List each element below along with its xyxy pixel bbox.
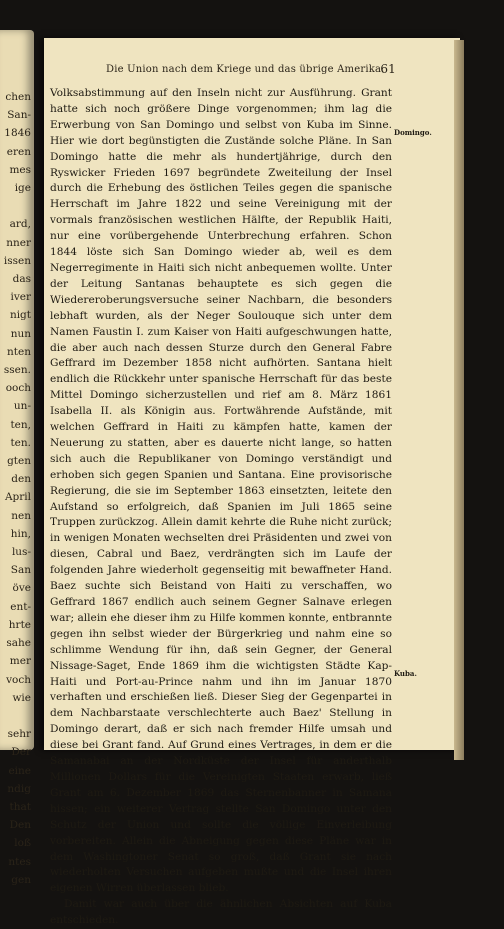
book-page [44,38,460,927]
margin-note-kuba: Kuba. [394,669,417,678]
page-number: 61 [380,62,396,76]
page-stack-edge [454,40,464,760]
paragraph: Volksabstimmung auf den Inseln nicht zur Ausführung. Grant hatte sich noch größere Dinge vorgenommen; ihm lag die Erwerbung von San Domingo und selbst von Kuba im Sinne. Hier wie dort begünstigten die Zustände solche Pläne. In San Domingo hatte die mehr als hundertjährige, durch den Ryswicker Frieden 1697 begründete Zweiteilung der Insel durch die Erhebung des östlichen Teiles gegen die spanische Herrschaft im Jahre 1822 und seine Vereinigung mit der vormals französischen westlichen Hälfte, der Republik Haiti, nur eine vorübergehende Unterbrechung erfahren. Schon 1844 löste sich San Domingo wieder ab, weil es dem Negerregimente in Haiti sich nicht anbequemen wollte. Unter der Leitung Santanas behauptete es sich gegen die Wiedereroberungsversuche seiner Nachbarn, die besonders lebhaft wurden, als der Neger Soulouque sich unter dem Namen Faustin I. zum Kaiser von Haiti aufgeschwungen hatte, die aber auch nach dessen Sturze durch den General Fabre Geffrard im Dezember 1858 nicht aufhörten. Santana hielt endlich die Rückkehr unter spanische Herrschaft für das beste Mittel Domingo sicherzustellen und rief am 8. März 1861 Isabella II. als Königin aus. Fortwährende Aufstände, mit welchen Geffrard in Haiti zu kämpfen hatte, kamen der Neuerung zu statten, aber es dauerte nicht lange, so hatten sich auch die Republikaner von Domingo verständigt und erhoben sich gegen Spanien und Santana. Eine provisorische Regierung, die sie im September 1863 einsetzten, leitete den Aufstand so erfolgreich, daß Spanien im Juli 1865 seine Truppen zurückzog. Allein damit kehrte die Ruhe nicht zurück; in wenigen Monaten wechselten drei Präsidenten und zwei von diesen, Cabral und Baez, verdrängten sich im Laufe der folgenden Jahre wiederholt gegenseitig mit bewaffneter Hand. Baez suchte sich Beistand von Haiti zu verschaffen, wo Geffrard 1867 endlich auch seinem Gegner Salnave erlegen war; allein ehe dieser ihm zu Hilfe kommen konnte, entbrannte gegen ihn selbst wieder der Bürgerkrieg und nahm eine so schlimme Wendung für ihn, daß sein Gegner, der General Nissage-Saget, Ende 1869 ihm die wichtigsten Städte Kap-Haiti und Port-au-Prince nahm und ihn im Januar 1870 verhaften und erschießen ließ. Dieser Sieg der Gegenpartei in dem Nachbarstaate verschlechterte auch Baez' Stellung in Domingo derart, daß er sich nach fremder Hilfe umsah und diese bei Grant fand. Auf Grund eines Vertrages, in dem er die Samanabai an der Nordküste der Insel für anderthalb Millionen Dollars für die Vereinigten Staaten erwarb, ließ Grant am 6. Dezember 1869 das Sternenbanner in Samana hissen; ein weiterer Vertrag stellte San Domingo unter den Schutz der Union und sollte die völlige Einverleibung vorbereiten. Allein die Abneigung gegen diese Pläne war in dem Washingtoner Senat so groß, daß Grant sie nach wiederholten Versuchen aufgeben mußte und die Insel ihren eigenen Wirren überlassen blieb. [50,87,392,895]
paragraph: Damit war auch über die ähnlichen Absichten auf Kuba entschieden. [50,898,392,927]
body-text [50,86,392,929]
previous-page-text-fragment: chen San- 1846 eren mes ige ard, nner issen das iver nigt nun nten ssen. ooch un- ten, ten. gten den April nen hin, lus- San öve ent- hrte sahe mer voch wie sehr Der eine ndig that Den loß ntes gen [3,91,31,886]
margin-note-domingo: Domingo. [394,128,432,137]
running-title: Die Union nach dem Kriege und das übrige Amerika. [106,64,385,75]
page-header [44,62,460,78]
previous-page-edge [0,30,34,886]
